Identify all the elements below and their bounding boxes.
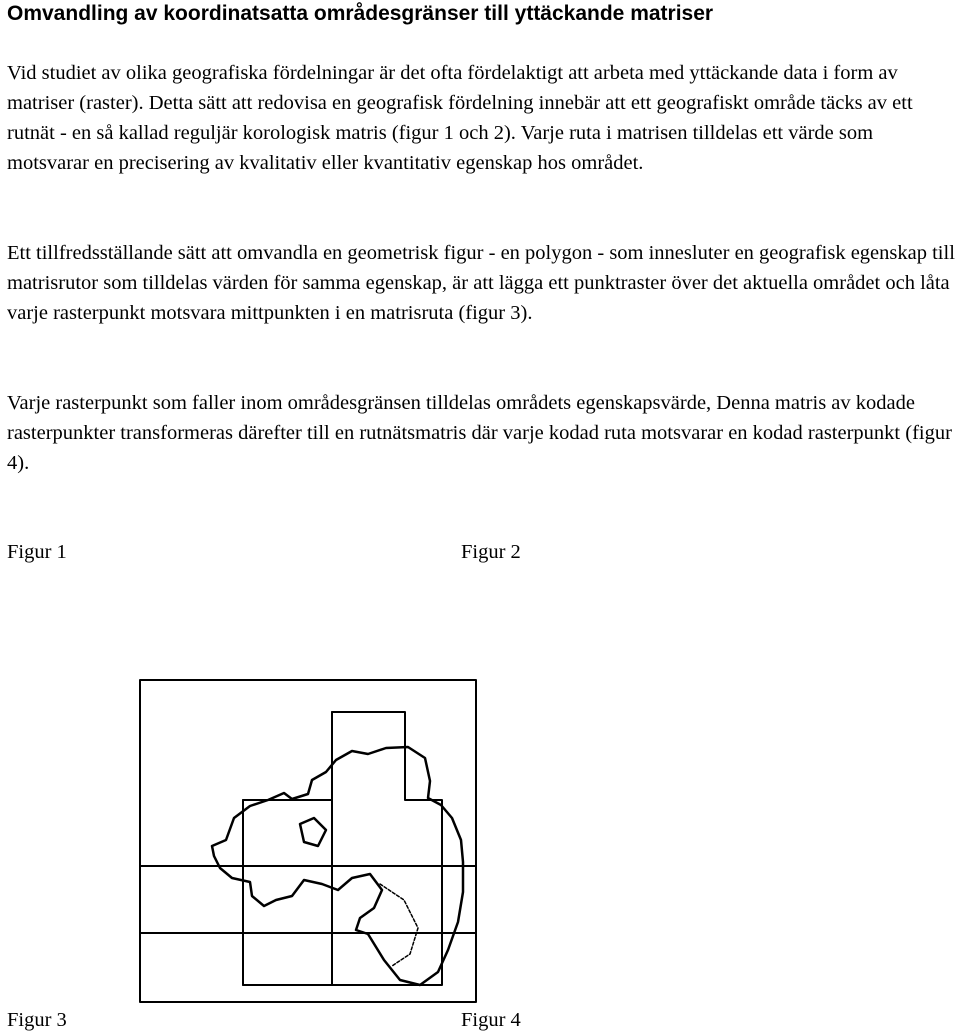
grid-cell-outline [243,712,442,985]
document-title: Omvandling av koordinatsatta områdesgränser till yttäckande matriser [7,2,714,25]
caption-figur-1: Figur 1 [7,541,67,563]
caption-figur-4: Figur 4 [461,1009,521,1031]
caption-figur-2: Figur 2 [461,541,521,563]
paragraph-method: Ett tillfredsställande sätt att omvandla en geometrisk figur - en polygon - som innesluter en geografisk egenskap till matrisrutor som tilldelas värden för samma egenskap, är att lägga ett punktraster över det aktuella området och låta varje rasterpunkt motsvara mittpunkten i en matrisruta (figur 3). [7,242,955,324]
region-inner-contour [380,884,418,966]
caption-figur-3: Figur 3 [7,1009,67,1031]
paragraph-intro: Vid studiet av olika geografiska fördelningar är det ofta fördelaktigt att arbeta med yttäckande data i form av matriser (raster). Detta sätt att redovisa en geografisk fördelning innebär att ett geografiskt område täcks av ett rutnät - en så kallad reguljär korologisk matris (figur 1 och 2). Varje ruta i matrisen tilldelas ett värde som motsvarar en precisering av kvalitativ eller kvantitativ egenskap hos området. [7,62,913,174]
region-island [300,818,326,846]
figure-outer-frame [140,680,476,1002]
paragraph-transform: Varje rasterpunkt som faller inom områdesgränsen tilldelas områdets egenskapsvärde, Denna matris av kodade rasterpunkter transformeras därefter till en rutnätsmatris där varje kodad ruta motsvarar en kodad rasterpunkt (figur 4). [7,392,952,474]
